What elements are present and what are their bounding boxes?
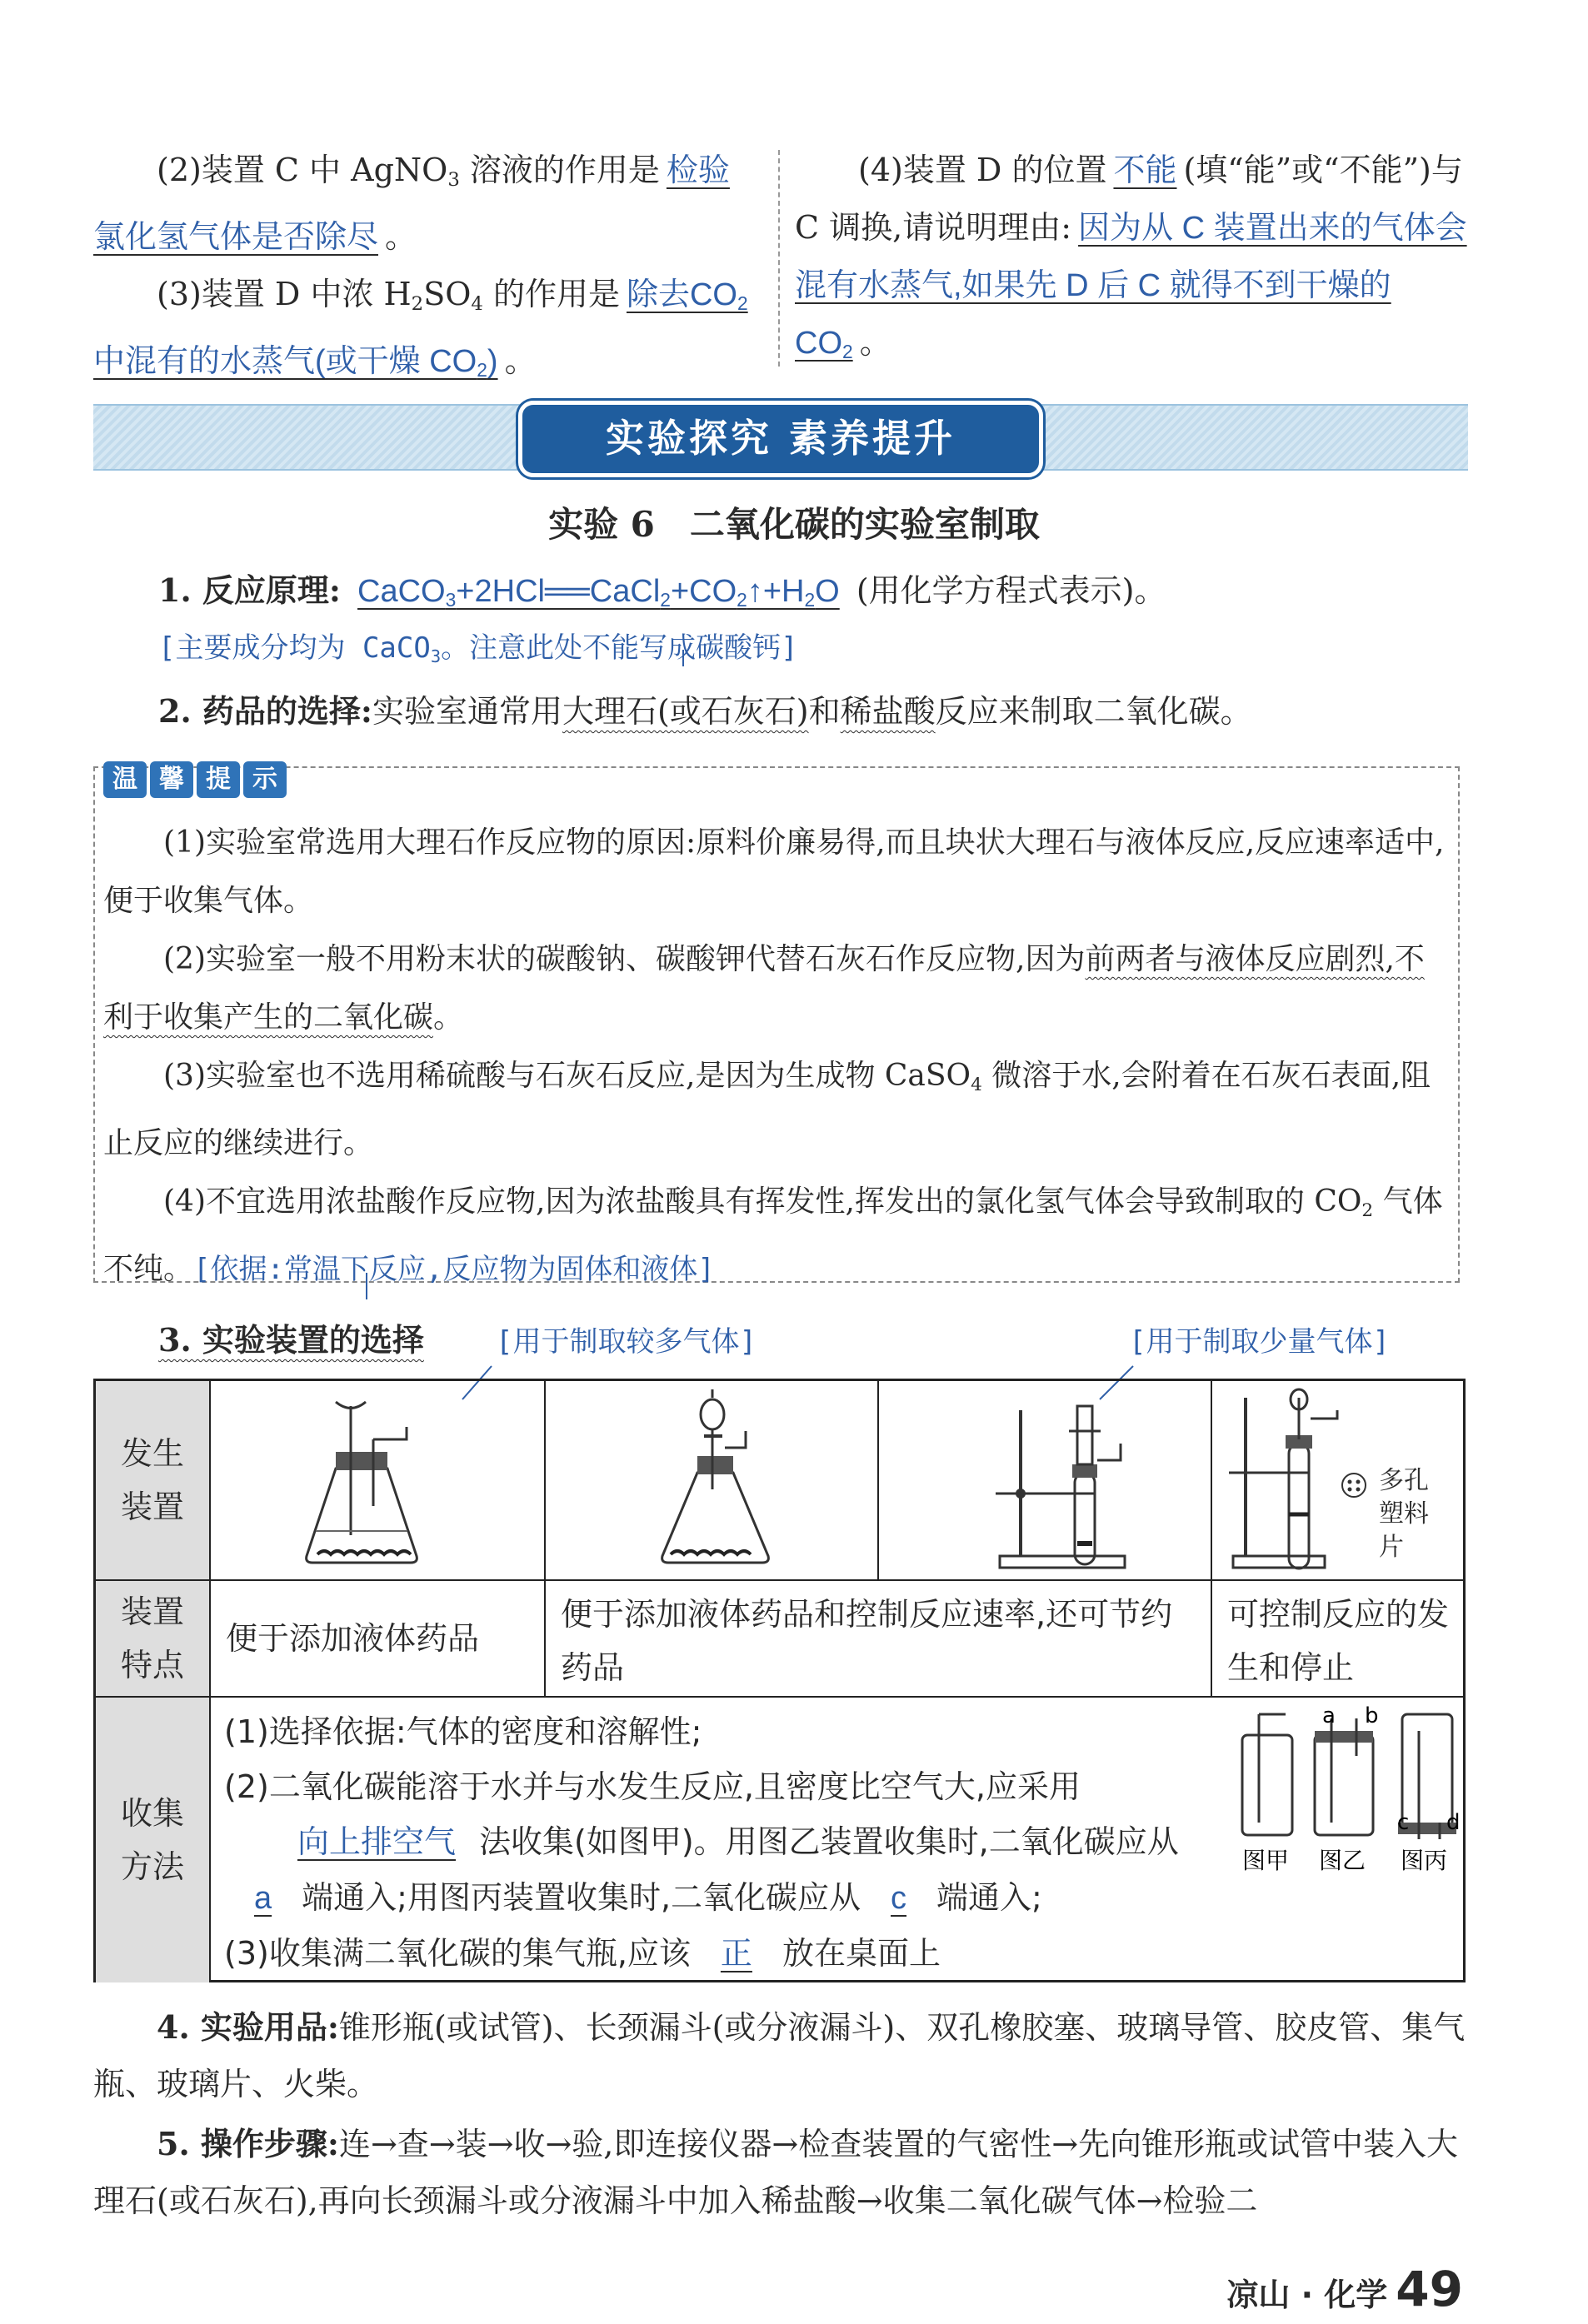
tip-label-char: 温 xyxy=(103,761,147,798)
q2-text: (2)装置 C 中 AgNO xyxy=(157,152,448,188)
experiment-title: 实验 6 二氧化碳的实验室制取 xyxy=(548,504,1040,545)
s2-wavy1: 大理石(或石灰石) xyxy=(562,693,809,730)
fig-jia: 图甲 xyxy=(1242,1847,1290,1874)
collection-c1: (1)选择依据:气体的密度和溶解性; xyxy=(224,1713,702,1750)
erlenmeyer-separatory-funnel xyxy=(546,1381,879,1581)
q4-answer1: 不能 xyxy=(1113,153,1177,188)
q2-answer: 检验氯化氢气体是否除尽 xyxy=(93,153,730,255)
tip-label-char: 馨 xyxy=(150,761,193,798)
test-tube-stand xyxy=(879,1381,1212,1581)
feature-2: 便于添加液体药品和控制反应速率,还可节约药品 xyxy=(546,1581,1212,1696)
page-number: 49 xyxy=(1396,2261,1463,2317)
q2-end: 。 xyxy=(385,218,417,255)
q3-answer: 除去$CO_2$ 中混有的水蒸气(或干燥 $CO_2$) xyxy=(93,277,748,381)
tip-p1: (1)实验室常选用大理石作反应物的原因:原料价廉易得,而且块状大理石与液体反应,反应速率适中,便于收集气体。 xyxy=(103,825,1445,918)
fig-yi: 图乙 xyxy=(1319,1847,1366,1874)
s3-label: 3. 实验装置的选择 xyxy=(158,1321,424,1359)
s1-tail: (用化学方程式表示)。 xyxy=(856,572,1166,609)
collection-text xyxy=(211,1698,1236,1982)
reagent-selection: 2. 药品的选择:实验室通常用大理石(或石灰石)和稀盐酸反应来制取二氧化碳。 xyxy=(158,692,1252,730)
procedure: 5. 操作步骤:连→查→装→收→验,即连接仪器→检查装置的气密性→先向锥形瓶或试管中装入大理石(或石灰石),再向长颈漏斗或分液漏斗中加入稀盐酸→收集二氧化碳气体→检验二 xyxy=(93,2125,1459,2219)
row3-header: 收集方法 xyxy=(96,1698,211,1982)
tip-p4: (4)不宜选用浓盐酸作反应物,因为浓盐酸具有挥发性,挥发出的氯化氢气体会导致制取的 $CO_2$ 气体不纯。[依据:常温下反应,反应物为固体和液体] xyxy=(103,1184,1443,1286)
row2-header: 装置特点 xyxy=(96,1581,211,1696)
s2-label: 2. 药品的选择: xyxy=(158,692,372,730)
row-generator xyxy=(96,1381,1463,1581)
apparatus-table xyxy=(93,1379,1466,1982)
tip-p3: (3)实验室也不选用稀硫酸与石灰石反应,是因为生成物 CaSO$_4$ 微溶于水,会附着在石灰石表面,阻止反应的继续进行。 xyxy=(103,1059,1431,1160)
q4-mid: (填“能”或“不能”)与 C 调换,请说明理由: xyxy=(795,152,1463,246)
q3-mid1: SO xyxy=(423,276,472,312)
fig-label-b: b xyxy=(1365,1703,1379,1728)
gas-bottles xyxy=(1236,1698,1468,1898)
row1-header: 发生装置 xyxy=(96,1381,211,1579)
footer-subject: 凉山 · 化学 xyxy=(1226,2277,1388,2313)
q2-mid: 溶液的作用是 xyxy=(459,152,660,188)
q4-end: 。 xyxy=(859,324,891,361)
banner-title: 实验探究 素养提升 xyxy=(518,401,1043,477)
s1-equation: $CaCO_3+2HCl══CaCl_2+CO_2↑+H_2O$ xyxy=(357,574,840,611)
fig-label-c: c xyxy=(1397,1810,1410,1835)
collection-c2: (2)二氧化碳能溶于水并与水发生反应,且密度比空气大,应采用 向上排空气 法收集(如图甲)。用图乙装置收集时,二氧化碳应从a 端通入;用图丙装置收集时,二氧化碳应从 c 端通入; xyxy=(224,1768,1179,1916)
q3-end: 。 xyxy=(504,342,537,379)
apparatus-1 xyxy=(211,1381,546,1579)
s2-wavy2: 稀盐酸 xyxy=(840,693,936,730)
callout-right: [用于制取少量气体] xyxy=(1129,1325,1390,1359)
plate-label: 多孔塑料片 xyxy=(1379,1466,1429,1562)
erlenmeyer-long-funnel xyxy=(211,1381,544,1581)
row-collection xyxy=(96,1698,1463,1982)
callout-left: [用于制取较多气体] xyxy=(496,1325,757,1359)
q4-text: (4)装置 D 的位置 xyxy=(858,152,1107,188)
equipment: 4. 实验用品:锥形瓶(或试管)、长颈漏斗(或分液漏斗)、双孔橡胶塞、玻璃导管、胶皮管、集气瓶、玻璃片、火柴。 xyxy=(93,2008,1466,2102)
q2-sub: 3 xyxy=(447,169,460,191)
tip-p2: (2)实验室一般不用粉末状的碳酸钠、碳酸钾代替石灰石作反应物,因为前两者与液体反应剧烈,不利于收集产生的二氧化碳。 xyxy=(103,942,1425,1035)
q4-answer2: 因为从 C 装置出来的气体会混有水蒸气,如果先 D 后 C 就得不到干燥的 $CO_2$ xyxy=(795,211,1467,362)
collection-c3: (3)收集满二氧化碳的集气瓶,应该 正 放在桌面上 xyxy=(224,1935,941,1972)
apparatus-3 xyxy=(879,1381,1212,1579)
s1-note: [主要成分均为 CaCO$_3$。注意此处不能写成碳酸钙] xyxy=(158,631,798,666)
apparatus-2 xyxy=(546,1381,879,1579)
tip-label-char: 示 xyxy=(243,761,287,798)
apparatus-4 xyxy=(1212,1381,1468,1579)
feature-1: 便于添加液体药品 xyxy=(211,1581,546,1696)
fig-label-a: a xyxy=(1322,1703,1336,1728)
fig-label-d: d xyxy=(1446,1810,1461,1835)
s1-label: 1. 反应原理: xyxy=(158,571,341,609)
page-footer xyxy=(1226,2261,1463,2317)
q3-sub2: 4 xyxy=(471,293,483,315)
fig-bing: 图丙 xyxy=(1401,1847,1448,1874)
q3-text: (3)装置 D 中浓 H xyxy=(157,276,412,312)
tip-label-char: 提 xyxy=(197,761,240,798)
collection-figures xyxy=(1236,1698,1468,1982)
tip-p4-note: [依据:常温下反应,反应物为固体和液体] xyxy=(193,1253,715,1286)
q3-sub1: 2 xyxy=(411,293,424,315)
q3-mid2: 的作用是 xyxy=(482,276,620,312)
feature-3: 可控制反应的发生和停止 xyxy=(1227,1596,1450,1686)
row-features xyxy=(96,1581,1463,1698)
